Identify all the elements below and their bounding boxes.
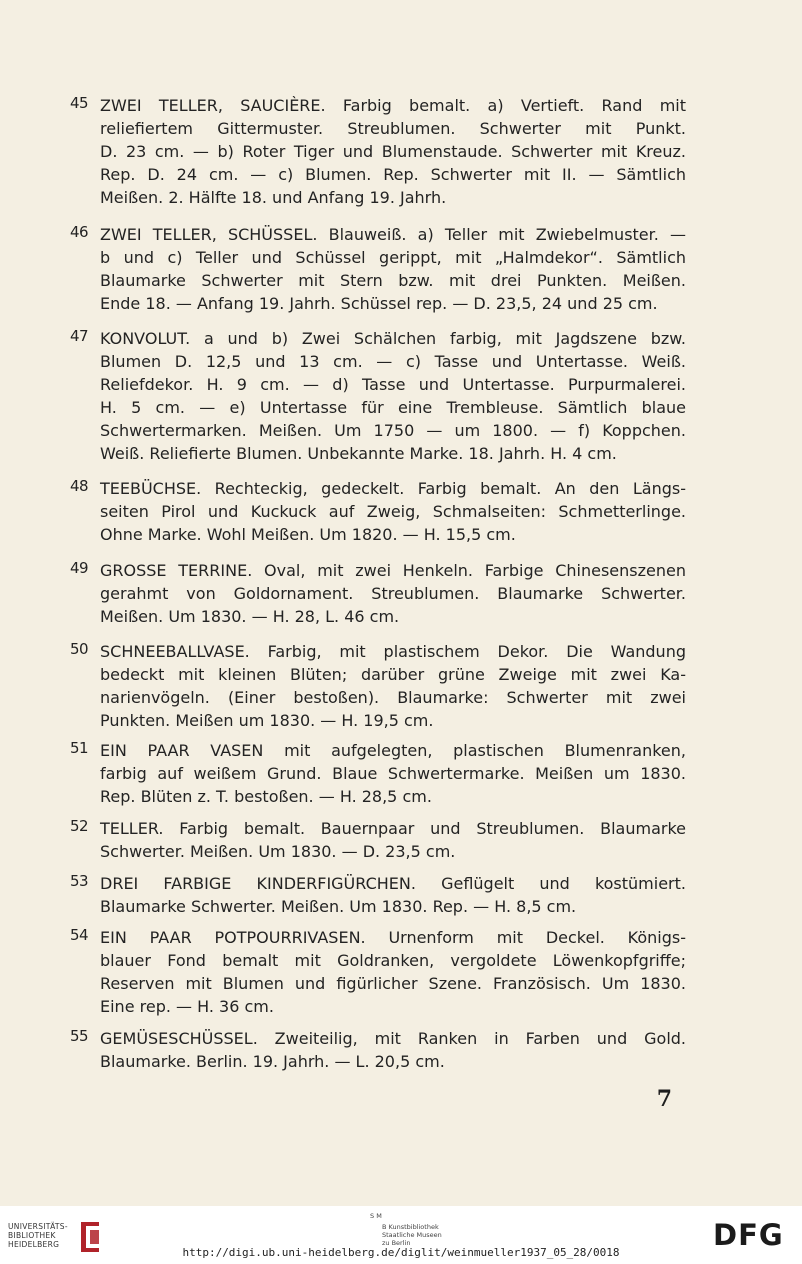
library-line: zu Berlin xyxy=(382,1239,411,1247)
entry-line: DREI FARBIGE KINDERFIGÜRCHEN. Geflügelt und kostümiert. xyxy=(100,874,686,893)
entry-line: Meißen. 2. Hälfte 18. und Anfang 19. Jahrh. xyxy=(100,188,447,207)
entry-line: Reliefdekor. H. 9 cm. — d) Tasse und Untertasse. Purpurmalerei. xyxy=(100,375,686,394)
lot-number: 49 xyxy=(70,559,89,577)
entry-line: narienvögeln. (Einer bestoßen). Blaumarke: Schwerter mit zwei xyxy=(100,688,686,707)
sm-mark: S M xyxy=(370,1212,382,1220)
lot-number: 45 xyxy=(70,94,89,112)
lot-number: 50 xyxy=(70,640,89,658)
entry-line: Ende 18. — Anfang 19. Jahrh. Schüssel rep. — D. 23,5, 24 und 25 cm. xyxy=(100,294,658,313)
entry-line: Schwerter. Meißen. Um 1830. — D. 23,5 cm. xyxy=(100,842,456,861)
entry-line: TELLER. Farbig bemalt. Bauernpaar und Streublumen. Blaumarke xyxy=(100,819,686,838)
entry-line: H. 5 cm. — e) Untertasse für eine Trembleuse. Sämtlich blaue xyxy=(100,398,686,417)
library-line: B Kunstbibliothek xyxy=(382,1223,439,1231)
lot-number: 55 xyxy=(70,1027,89,1045)
lot-number: 48 xyxy=(70,477,89,495)
entry-line: Rep. D. 24 cm. — c) Blumen. Rep. Schwerter mit II. — Sämtlich xyxy=(100,165,686,184)
university-name-line: BIBLIOTHEK xyxy=(8,1231,56,1240)
entry-line: KONVOLUT. a und b) Zwei Schälchen farbig, mit Jagdszene bzw. xyxy=(100,329,686,348)
entry-line: Schwertermarken. Meißen. Um 1750 — um 1800. — f) Koppchen. xyxy=(100,421,686,440)
entry-line: Meißen. Um 1830. — H. 28, L. 46 cm. xyxy=(100,607,400,626)
entry-line: Blaumarke. Berlin. 19. Jahrh. — L. 20,5 cm. xyxy=(100,1052,445,1071)
lot-number: 54 xyxy=(70,926,89,944)
entry-line: blauer Fond bemalt mit Goldranken, vergoldete Löwenkopfgriffe; xyxy=(100,951,686,970)
entry-line: gerahmt von Goldornament. Streublumen. Blaumarke Schwerter. xyxy=(100,584,686,603)
entry-line: Eine rep. — H. 36 cm. xyxy=(100,997,274,1016)
entry-line: Blaumarke Schwerter. Meißen. Um 1830. Rep. — H. 8,5 cm. xyxy=(100,897,577,916)
kunstbibliothek-text xyxy=(382,1223,442,1247)
entry-line: EIN PAAR POTPOURRIVASEN. Urnenform mit Deckel. Königs- xyxy=(100,928,686,947)
university-name xyxy=(8,1222,72,1249)
entry-line: Blaumarke Schwerter mit Stern bzw. mit drei Punkten. Meißen. xyxy=(100,271,686,290)
lot-number: 46 xyxy=(70,223,89,241)
entry-line: seiten Pirol und Kuckuck auf Zweig, Schmalseiten: Schmetterlinge. xyxy=(100,502,686,521)
entry-line: EIN PAAR VASEN mit aufgelegten, plastischen Blumenranken, xyxy=(100,741,686,760)
entry-line: bedeckt mit kleinen Blüten; darüber grüne Zweige mit zwei Ka- xyxy=(100,665,686,684)
lot-number: 51 xyxy=(70,739,89,757)
entry-line: D. 23 cm. — b) Roter Tiger und Blumenstaude. Schwerter mit Kreuz. xyxy=(100,142,686,161)
permalink-url[interactable]: http://digi.ub.uni-heidelberg.de/diglit/weinmueller1937_05_28/0018 xyxy=(182,1246,620,1259)
entry-line: Ohne Marke. Wohl Meißen. Um 1820. — H. 15,5 cm. xyxy=(100,525,516,544)
dfg-wordmark: DFG xyxy=(713,1218,784,1252)
lot-number: 53 xyxy=(70,872,89,890)
entry-line: b und c) Teller und Schüssel gerippt, mit „Halmdekor“. Sämtlich xyxy=(100,248,686,267)
entry-line: reliefiertem Gittermuster. Streublumen. Schwerter mit Punkt. xyxy=(100,119,686,138)
entry-line: GROSSE TERRINE. Oval, mit zwei Henkeln. Farbige Chinesenszenen xyxy=(100,561,686,580)
lot-number: 47 xyxy=(70,327,89,345)
entry-line: Blumen D. 12,5 und 13 cm. — c) Tasse und Untertasse. Weiß. xyxy=(100,352,686,371)
entry-line: SCHNEEBALLVASE. Farbig, mit plastischem Dekor. Die Wandung xyxy=(100,642,686,661)
entry-line: GEMÜSESCHÜSSEL. Zweiteilig, mit Ranken in Farben und Gold. xyxy=(100,1029,686,1048)
page-number: 7 xyxy=(656,1086,672,1112)
entry-line: Rep. Blüten z. T. bestoßen. — H. 28,5 cm. xyxy=(100,787,432,806)
entry-line: TEEBÜCHSE. Rechteckig, gedeckelt. Farbig bemalt. An den Längs- xyxy=(100,479,686,498)
entry-line: Punkten. Meißen um 1830. — H. 19,5 cm. xyxy=(100,711,434,730)
university-name-line: UNIVERSITÄTS- xyxy=(8,1222,68,1231)
entry-line: farbig auf weißem Grund. Blaue Schwertermarke. Meißen um 1830. xyxy=(100,764,686,783)
library-line: Staatliche Museen xyxy=(382,1231,442,1239)
lot-number: 52 xyxy=(70,817,89,835)
entry-line: ZWEI TELLER, SCHÜSSEL. Blauweiß. a) Teller mit Zwiebelmuster. — xyxy=(100,225,686,244)
entry-line: ZWEI TELLER, SAUCIÈRE. Farbig bemalt. a) Vertieft. Rand mit xyxy=(100,96,686,115)
entry-line: Reserven mit Blumen und figürlicher Szene. Französisch. Um 1830. xyxy=(100,974,686,993)
university-name-line: HEIDELBERG xyxy=(8,1240,60,1249)
entry-line: Weiß. Reliefierte Blumen. Unbekannte Marke. 18. Jahrh. H. 4 cm. xyxy=(100,444,617,463)
